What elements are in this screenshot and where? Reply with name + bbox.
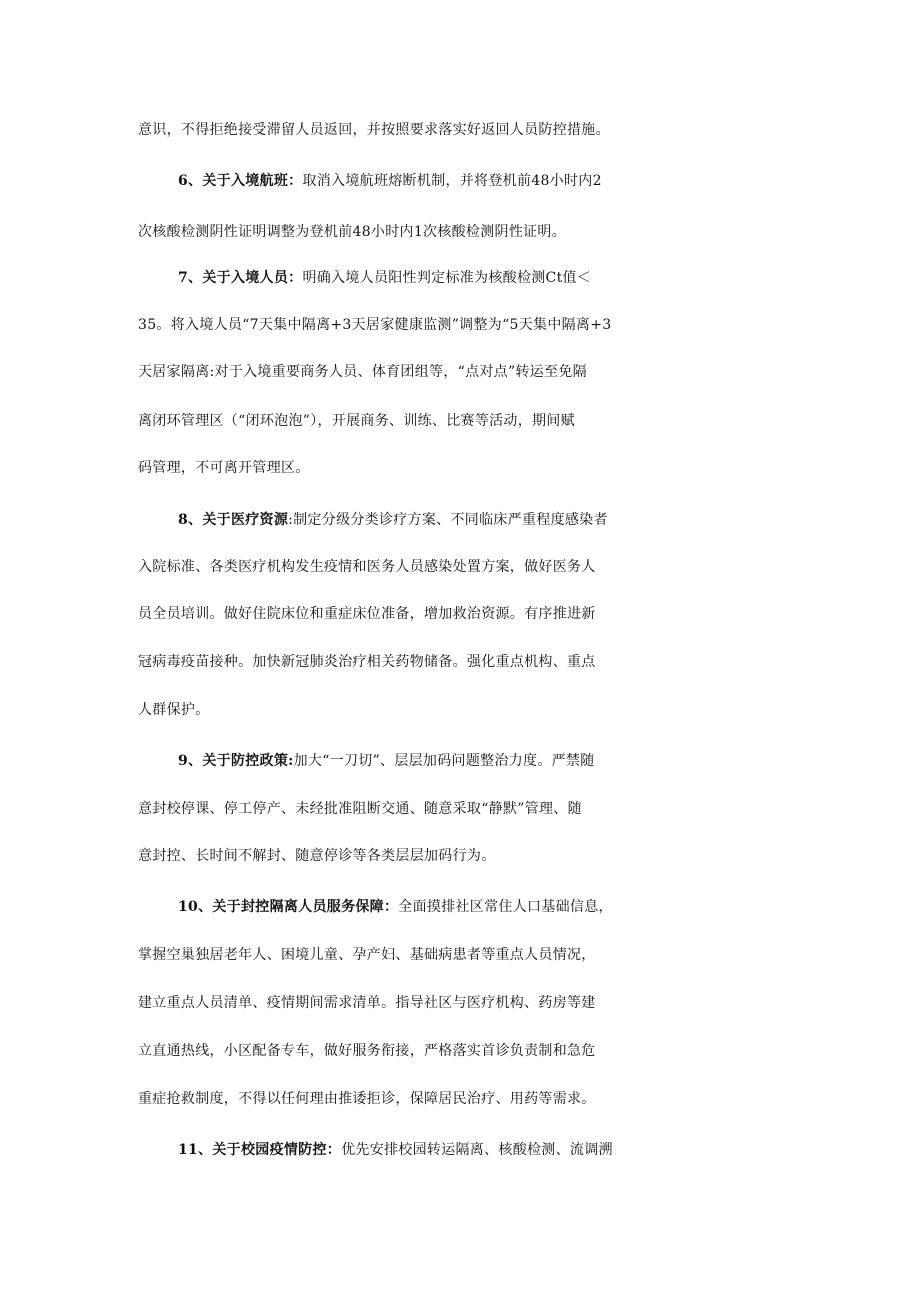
text-line: [0, 980, 920, 1027]
line-text: 立直通热线，小区配备专车，做好服务衔接，严格落实首诊负责制和急危: [138, 1043, 596, 1059]
line-text: 加大“一刀切”、层层加码问题整治力度。严禁随: [293, 753, 595, 769]
section-heading: 8、关于医疗资源: [178, 512, 289, 528]
line-text: 全面摸排社区常住人口基础信息，: [398, 899, 613, 915]
text-line: [0, 445, 920, 492]
text-line: [0, 158, 920, 205]
text-line: [0, 833, 920, 880]
text-line: [0, 687, 920, 734]
section-heading: 10、关于封控隔离人员服务保障：: [178, 899, 399, 915]
line-text: 优先安排校园转运隔离、核酸检测、流调溯: [341, 1142, 613, 1158]
line-text: 明确入境人员阳性判定标准为核酸检测Ct值＜: [302, 270, 592, 286]
text-line: [0, 884, 920, 931]
line-text: 意封校停课、停工停产、未经批准阻断交通、随意采取“静默”管理、随: [138, 801, 582, 817]
section-heading: 11、关于校园疫情防控：: [178, 1142, 342, 1158]
line-text: 离闭环管理区（“闭环泡泡”），开展商务、训练、比赛等活动，期间赋: [138, 413, 575, 429]
line-text: 35。将入境人员“7天集中隔离+3天居家健康监测”调整为“5天集中隔离+3: [138, 317, 612, 333]
line-text: 码管理，不可离开管理区。: [138, 460, 310, 476]
line-text: 天居家隔离:对于入境重要商务人员、体育团组等，“点对点”转运至免隔: [138, 364, 587, 380]
line-text: 取消入境航班熔断机制，并将登机前48小时内2: [302, 173, 602, 189]
text-line: [0, 349, 920, 396]
text-line: [0, 639, 920, 686]
text-line: [0, 1076, 920, 1123]
text-line: [0, 497, 920, 544]
text-line: [0, 255, 920, 302]
line-text: :制定分级分类诊疗方案、不同临床严重程度感染者: [288, 512, 608, 528]
line-text: 次核酸检测阴性证明调整为登机前48小时内1次核酸检测阴性证明。: [138, 224, 567, 240]
text-line: [0, 738, 920, 785]
line-text: 冠病毒疫苗接种。加快新冠肺炎治疗相关药物储备。强化重点机构、重点: [138, 654, 596, 670]
line-text: 意封控、长时间不解封、随意停诊等各类层层加码行为。: [138, 848, 496, 864]
text-line: [0, 398, 920, 445]
section-heading: 6、关于入境航班：: [178, 173, 303, 189]
text-line: [0, 209, 920, 256]
text-line: [0, 302, 920, 349]
text-line: [0, 591, 920, 638]
text-line: [0, 1028, 920, 1075]
section-heading: 7、关于入境人员：: [178, 270, 303, 286]
line-text: 掌握空巢独居老年人、困境儿童、孕产妇、基础病患者等重点人员情况，: [138, 947, 596, 963]
text-line: [0, 932, 920, 979]
line-text: 入院标准、各类医疗机构发生疫情和医务人员感染处置方案，做好医务人: [138, 559, 596, 575]
text-line: [0, 107, 920, 154]
line-text: 人群保护。: [138, 702, 210, 718]
section-heading: 9、关于防控政策:: [178, 753, 294, 769]
line-text: 建立重点人员清单、疫情期间需求清单。指导社区与医疗机构、药房等建: [138, 995, 596, 1011]
text-line: [0, 786, 920, 833]
text-line: [0, 544, 920, 591]
line-text: 意识，不得拒绝接受滞留人员返回，并按照要求落实好返回人员防控措施。: [138, 122, 610, 138]
line-text: 重症抢救制度，不得以任何理由推诿拒诊，保障居民治疗、用药等需求。: [138, 1091, 596, 1107]
text-line: [0, 1127, 920, 1174]
line-text: 员全员培训。做好住院床位和重症床位准备，增加救治资源。有序推进新: [138, 606, 596, 622]
